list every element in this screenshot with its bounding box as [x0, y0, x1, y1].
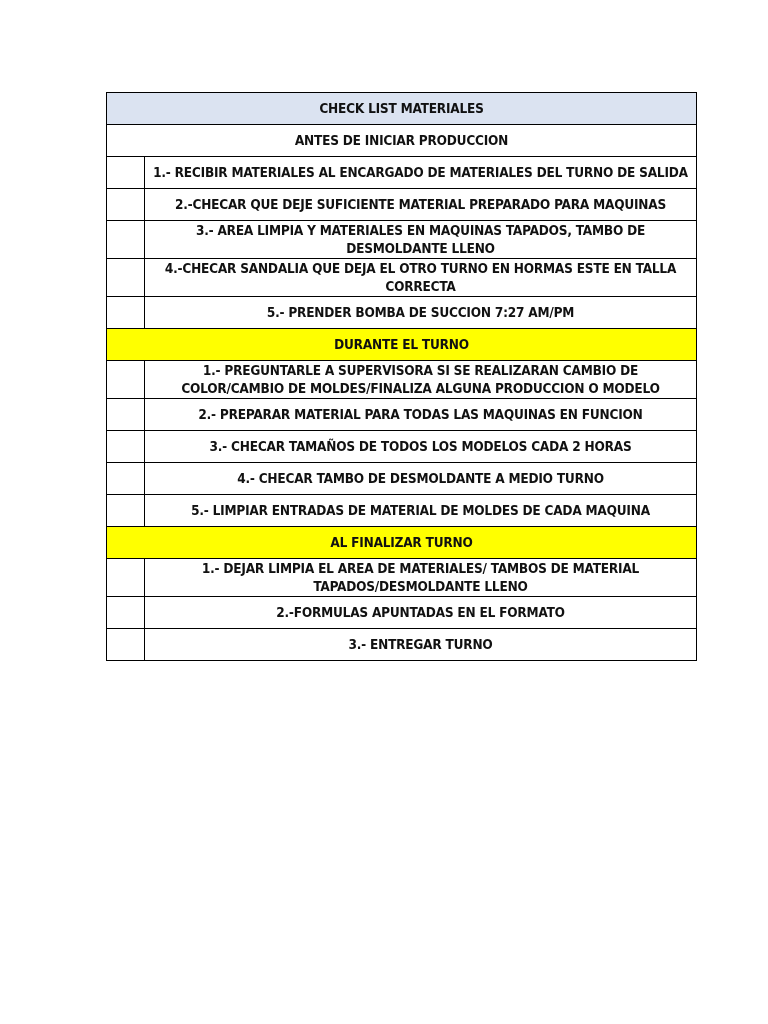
section-heading-al-finalizar: AL FINALIZAR TURNO	[107, 527, 697, 559]
check-cell[interactable]	[107, 297, 145, 329]
checklist-row	[107, 297, 697, 329]
checklist-table	[106, 92, 697, 661]
checklist-row	[107, 157, 697, 189]
check-cell[interactable]	[107, 157, 145, 189]
check-cell[interactable]	[107, 559, 145, 597]
checklist-item-text: 2.-FORMULAS APUNTADAS EN EL FORMATO	[145, 597, 697, 629]
check-cell[interactable]	[107, 495, 145, 527]
checklist-item-text: 2.- PREPARAR MATERIAL PARA TODAS LAS MAQUINAS EN FUNCION	[145, 399, 697, 431]
checklist-row	[107, 629, 697, 661]
checklist-row	[107, 399, 697, 431]
check-cell[interactable]	[107, 399, 145, 431]
section-header-row	[107, 527, 697, 559]
section-header-row	[107, 329, 697, 361]
checklist-row	[107, 559, 697, 597]
checklist-item-text: 3.- ENTREGAR TURNO	[145, 629, 697, 661]
section-heading-durante: DURANTE EL TURNO	[107, 329, 697, 361]
checklist-item-text: 1.- RECIBIR MATERIALES AL ENCARGADO DE MATERIALES DEL TURNO DE SALIDA	[145, 157, 697, 189]
checklist-row	[107, 189, 697, 221]
check-cell[interactable]	[107, 259, 145, 297]
checklist-row	[107, 463, 697, 495]
check-cell[interactable]	[107, 463, 145, 495]
checklist-item-text: 2.-CHECAR QUE DEJE SUFICIENTE MATERIAL PREPARADO PARA MAQUINAS	[145, 189, 697, 221]
section-header-row	[107, 125, 697, 157]
checklist-item-text: 5.- LIMPIAR ENTRADAS DE MATERIAL DE MOLDES DE CADA MAQUINA	[145, 495, 697, 527]
check-cell[interactable]	[107, 597, 145, 629]
checklist-row	[107, 431, 697, 463]
checklist-row	[107, 597, 697, 629]
section-heading-antes: ANTES DE INICIAR PRODUCCION	[107, 125, 697, 157]
check-cell[interactable]	[107, 361, 145, 399]
checklist-item-text: 4.-CHECAR SANDALIA QUE DEJA EL OTRO TURNO EN HORMAS ESTE EN TALLA CORRECTA	[145, 259, 697, 297]
checklist-item-text: 3.- CHECAR TAMAÑOS DE TODOS LOS MODELOS CADA 2 HORAS	[145, 431, 697, 463]
checklist-item-text: 5.- PRENDER BOMBA DE SUCCION 7:27 AM/PM	[145, 297, 697, 329]
checklist-item-text: 1.- DEJAR LIMPIA EL AREA DE MATERIALES/ TAMBOS DE MATERIAL TAPADOS/DESMOLDANTE LLENO	[145, 559, 697, 597]
check-cell[interactable]	[107, 431, 145, 463]
checklist-item-text: 4.- CHECAR TAMBO DE DESMOLDANTE A MEDIO TURNO	[145, 463, 697, 495]
checklist-title: CHECK LIST MATERIALES	[107, 93, 697, 125]
checklist-item-text: 1.- PREGUNTARLE A SUPERVISORA SI SE REALIZARAN CAMBIO DE COLOR/CAMBIO DE MOLDES/FINALIZA ALGUNA PRODUCCION O MODELO	[145, 361, 697, 399]
check-cell[interactable]	[107, 189, 145, 221]
checklist-row	[107, 495, 697, 527]
checklist-row	[107, 221, 697, 259]
checklist-title-row	[107, 93, 697, 125]
check-cell[interactable]	[107, 629, 145, 661]
check-cell[interactable]	[107, 221, 145, 259]
checklist-item-text: 3.- AREA LIMPIA Y MATERIALES EN MAQUINAS TAPADOS, TAMBO DE DESMOLDANTE LLENO	[145, 221, 697, 259]
checklist-row	[107, 361, 697, 399]
checklist-row	[107, 259, 697, 297]
